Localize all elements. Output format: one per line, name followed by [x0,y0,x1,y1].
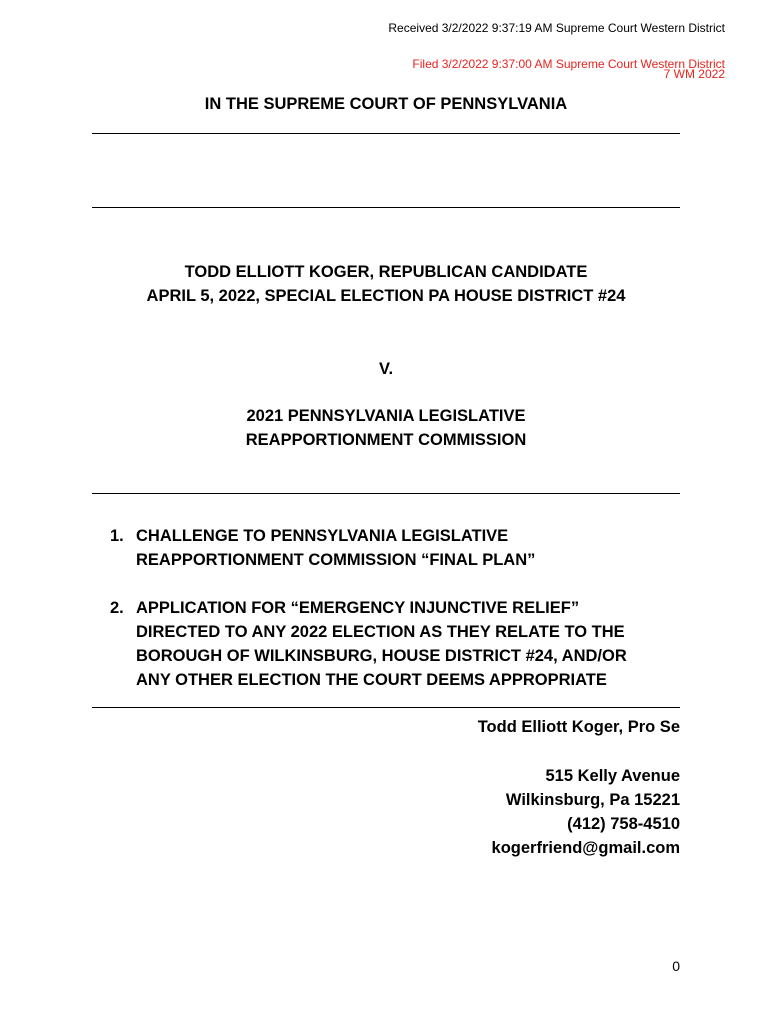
item-line: BOROUGH OF WILKINSBURG, HOUSE DISTRICT #24, AND/OR [136,647,627,665]
respondent-line: REAPPORTIONMENT COMMISSION [245,431,527,449]
relief-items-list [110,524,680,716]
court-title: IN THE SUPREME COURT OF PENNSYLVANIA [204,95,568,113]
divider-rule [92,707,680,708]
signature-address-block [492,764,680,860]
item-number: 1. [110,527,124,545]
divider-rule [92,493,680,494]
versus-text: V. [378,360,394,378]
filed-stamp: Filed 3/2/2022 9:37:00 AM Supreme Court Western District [412,57,725,71]
versus-label [92,357,680,381]
petitioner-caption [92,260,680,308]
respondent-caption [92,404,680,452]
divider-rule [92,133,680,134]
item-line: APPLICATION FOR “EMERGENCY INJUNCTIVE RELIEF” [136,599,580,617]
item-text [136,596,627,692]
docket-number: 7 WM 2022 [663,67,725,81]
item-line: ANY OTHER ELECTION THE COURT DEEMS APPROPRIATE [136,671,607,689]
address-city: Wilkinsburg, Pa 15221 [505,791,680,809]
list-item [110,524,680,572]
page-number: 0 [672,958,680,974]
item-line: REAPPORTIONMENT COMMISSION “FINAL PLAN” [136,551,536,569]
item-line: DIRECTED TO ANY 2022 ELECTION AS THEY RELATE TO THE [136,623,625,641]
item-line: CHALLENGE TO PENNSYLVANIA LEGISLATIVE [136,527,509,545]
signature-name: Todd Elliott Koger, Pro Se [477,718,680,736]
list-item [110,596,680,692]
divider-rule [92,207,680,208]
received-stamp: Received 3/2/2022 9:37:19 AM Supreme Court Western District [388,21,725,35]
petitioner-line: APRIL 5, 2022, SPECIAL ELECTION PA HOUSE DISTRICT #24 [146,287,626,305]
address-street: 515 Kelly Avenue [545,767,680,785]
phone-number: (412) 758-4510 [567,815,680,833]
respondent-line: 2021 PENNSYLVANIA LEGISLATIVE [246,407,526,425]
email-address: kogerfriend@gmail.com [491,839,680,857]
item-text [136,524,535,572]
petitioner-line: TODD ELLIOTT KOGER, REPUBLICAN CANDIDATE [184,263,588,281]
item-number: 2. [110,599,124,617]
